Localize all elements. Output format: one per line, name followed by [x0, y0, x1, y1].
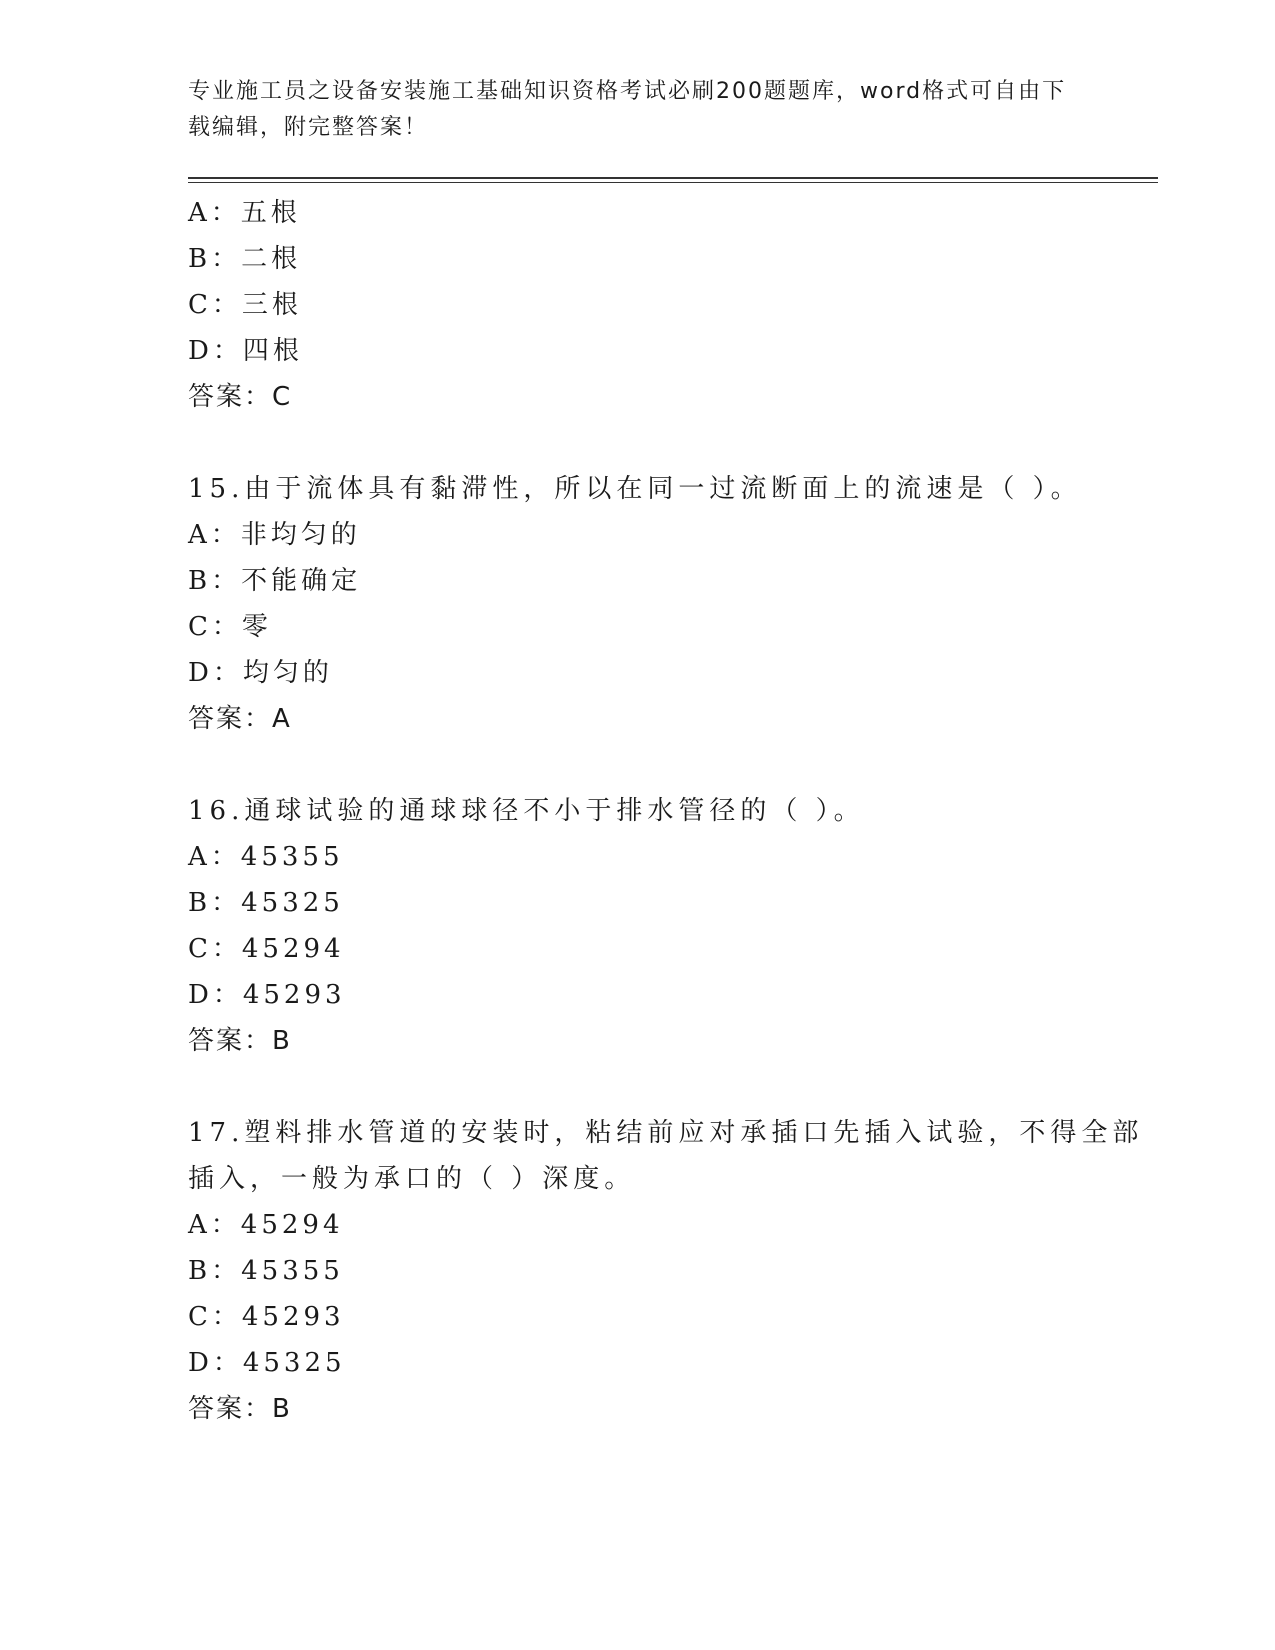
option-d: D：45325 [188, 1348, 346, 1378]
option-d: D：均匀的 [188, 658, 333, 688]
option-a: A：五根 [188, 198, 301, 228]
question-stem: 15.由于流体具有黏滞性，所以在同一过流断面上的流速是（ ）。 [188, 474, 1082, 504]
answer: 答案：B [188, 1026, 292, 1056]
question-16 [188, 788, 1148, 1064]
question-17 [188, 1110, 1148, 1432]
question-14 [188, 190, 1148, 420]
option-b: B：不能确定 [188, 566, 362, 596]
option-a: A：45355 [188, 842, 344, 872]
answer: 答案：C [188, 382, 293, 412]
option-d: D：四根 [188, 336, 303, 366]
answer: 答案：B [188, 1394, 292, 1424]
option-a: A：45294 [188, 1210, 344, 1240]
option-b: B：二根 [188, 244, 302, 274]
question-stem: 16.通球试验的通球球径不小于排水管径的（ ）。 [188, 796, 865, 826]
option-b: B：45325 [188, 888, 344, 918]
option-b: B：45355 [188, 1256, 344, 1286]
header-divider [188, 177, 1158, 179]
option-c: C：零 [188, 612, 272, 642]
option-c: C：45293 [188, 1302, 345, 1332]
question-15 [188, 466, 1148, 742]
option-c: C：三根 [188, 290, 302, 320]
question-list [188, 190, 1148, 1432]
option-c: C：45294 [188, 934, 345, 964]
document-header: 专业施工员之设备安装施工基础知识资格考试必刷200题题库，word格式可自由下载编辑，附完整答案！ [188, 79, 1067, 140]
answer: 答案：A [188, 704, 292, 734]
question-stem: 17.塑料排水管道的安装时，粘结前应对承插口先插入试验，不得全部插入，一般为承口的（ ）深度。 [188, 1118, 1144, 1194]
header-divider-thin [188, 182, 1158, 183]
option-a: A：非均匀的 [188, 520, 361, 550]
option-d: D：45293 [188, 980, 346, 1010]
